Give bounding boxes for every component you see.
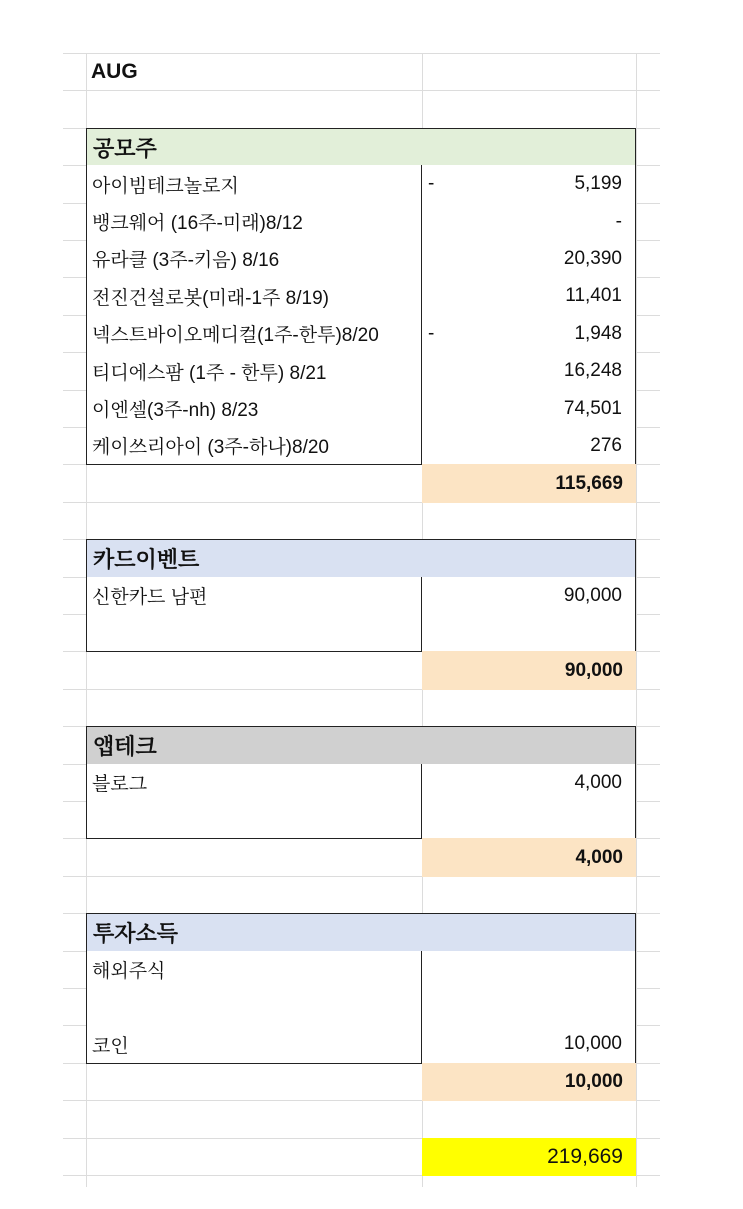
section-header-apptech[interactable]: 앱테크 — [86, 726, 636, 765]
item-label[interactable]: 뱅크웨어 (16주-미래)8/12 — [86, 203, 422, 241]
subtotal-invest[interactable]: 10,000 — [422, 1063, 636, 1101]
item-value[interactable] — [422, 801, 636, 839]
item-value[interactable] — [422, 315, 636, 353]
item-value[interactable]: 10,000 — [422, 1025, 636, 1064]
grand-total[interactable]: 219,669 — [422, 1138, 636, 1176]
item-value[interactable]: 74,501 — [422, 390, 636, 428]
value-prefix: - — [428, 322, 435, 344]
item-label[interactable]: 아이빔테크놀로지 — [86, 165, 422, 204]
item-value[interactable]: 90,000 — [422, 577, 636, 615]
item-label[interactable]: 블로그 — [86, 764, 422, 802]
item-label[interactable]: 티디에스팜 (1주 - 한투) 8/21 — [86, 352, 422, 391]
item-label[interactable] — [86, 614, 422, 652]
item-label[interactable]: 이엔셀(3주-nh) 8/23 — [86, 390, 422, 428]
item-value[interactable] — [422, 165, 636, 204]
subtotal-card[interactable]: 90,000 — [422, 651, 636, 690]
item-label[interactable]: 케이쓰리아이 (3주-하나)8/20 — [86, 427, 422, 465]
item-label[interactable] — [86, 801, 422, 839]
item-label[interactable]: 유라클 (3주-키음) 8/16 — [86, 240, 422, 278]
value-prefix: - — [428, 173, 435, 194]
section-header-card[interactable]: 카드이벤트 — [86, 539, 636, 578]
subtotal-ipo[interactable]: 115,669 — [422, 464, 636, 503]
item-value[interactable] — [422, 614, 636, 652]
item-value[interactable]: 20,390 — [422, 240, 636, 278]
subtotal-apptech[interactable]: 4,000 — [422, 838, 636, 877]
item-label[interactable]: 전진건설로봇(미래-1주 8/19) — [86, 277, 422, 316]
section-header-invest[interactable]: 투자소득 — [86, 913, 636, 952]
value-text: 1,948 — [574, 322, 622, 344]
gridline-v — [636, 53, 637, 1187]
item-value[interactable]: 4,000 — [422, 764, 636, 802]
item-value[interactable]: - — [422, 203, 636, 241]
item-label[interactable]: 코인 — [86, 1025, 422, 1064]
item-value[interactable] — [422, 951, 636, 989]
sheet-title[interactable]: AUG — [91, 60, 138, 83]
value-text: 5,199 — [574, 173, 622, 194]
item-value[interactable]: 11,401 — [422, 277, 636, 316]
item-value[interactable]: 16,248 — [422, 352, 636, 391]
item-label[interactable]: 넥스트바이오메디컬(1주-한투)8/20 — [86, 315, 422, 353]
item-label[interactable]: 신한카드 남편 — [86, 577, 422, 615]
section-header-ipo[interactable]: 공모주 — [86, 128, 636, 166]
item-value[interactable] — [422, 988, 636, 1026]
item-value[interactable]: 276 — [422, 427, 636, 465]
item-label[interactable]: 해외주식 — [86, 951, 422, 989]
item-label[interactable] — [86, 988, 422, 1026]
